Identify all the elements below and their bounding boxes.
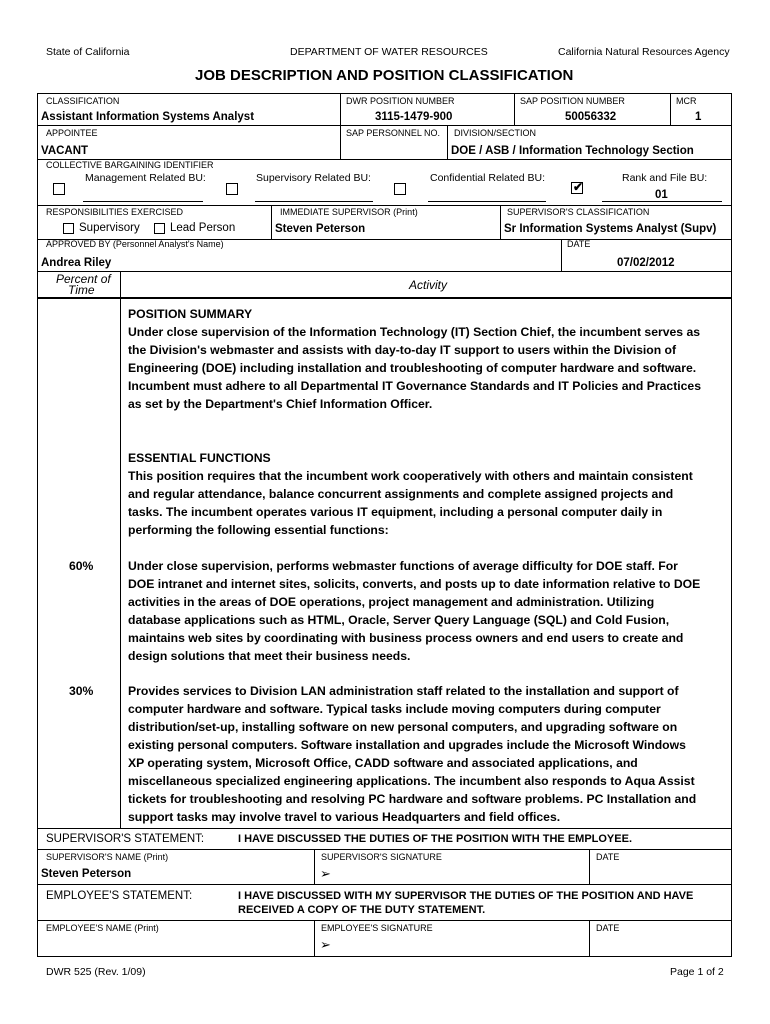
function-text [128,682,723,826]
function-line: distribution/set-up, installing software on new personal computers, and upgrading software on [128,720,678,734]
division-section-label: DIVISION/SECTION [454,128,537,138]
supervisor-date-label: DATE [596,852,620,862]
header-state: State of California [46,46,130,58]
appointee-label: APPOINTEE [46,128,98,138]
approved-date-value[interactable]: 07/02/2012 [617,257,675,269]
function-line: DOE intranet and internet sites, solicits, converts, and posts up to date information relative to DOE [128,577,701,591]
header-agency: California Natural Resources Agency [558,46,730,58]
supervisor-name-label: SUPERVISOR'S NAME (Print) [46,852,169,862]
position-summary-line: Incumbent must adhere to all Departmental IT Governance Standards and IT Policies and Practices [128,379,701,393]
essential-functions-text [128,467,723,539]
sap-personnel-no-label: SAP PERSONNEL NO. [346,128,441,138]
date-label: DATE [567,239,591,249]
lead-person-checkbox[interactable] [154,223,165,234]
supervisor-classification-label: SUPERVISOR'S CLASSIFICATION [507,207,650,217]
position-summary-line: Engineering (DOE) including installation and troubleshooting of computer hardware and software. [128,361,697,375]
approved-by-value[interactable]: Andrea Riley [41,257,112,269]
management-bu-label: Management Related BU: [85,172,206,184]
essential-functions-line: tasks. The incumbent operates various IT equipment, including a personal computer daily in [128,505,663,519]
position-summary-line: Under close supervision of the Information Technology (IT) Section Chief, the incumbent serves as [128,325,701,339]
function-line: support tasks may involve travel to various Headquarters and field offices. [128,810,561,824]
rank-file-bu-label: Rank and File BU: [622,172,708,184]
function-line: database applications such as HTML, Oracle, Server Query Language (SQL) and Cold Fusion, [128,613,670,627]
function-line: design solutions that meet their business needs. [128,649,411,663]
check-icon: ✔ [573,180,584,194]
function-percent: 60% [69,559,94,573]
rank-file-bu-value[interactable]: 01 [655,189,668,201]
sap-position-number[interactable]: 50056332 [565,111,617,123]
employee-signature-arrow-icon[interactable]: ➢ [320,937,331,952]
position-summary-line: as set by the Department's Chief Information Officer. [128,397,433,411]
position-summary-text [128,323,723,413]
classification-label: CLASSIFICATION [46,96,120,106]
dwr-position-number[interactable]: 3115-1479-900 [375,111,453,123]
function-line: maintains web sites by coordinating with business process owners and end users to create and [128,631,684,645]
page-title: JOB DESCRIPTION AND POSITION CLASSIFICATION [195,67,574,84]
immediate-supervisor-value[interactable]: Steven Peterson [275,223,366,235]
cbi-label: COLLECTIVE BARGAINING IDENTIFIER [46,160,214,170]
classification-value[interactable]: Assistant Information Systems Analyst [41,111,255,123]
confidential-bu-label: Confidential Related BU: [430,172,545,184]
supervisory-option-label: Supervisory [79,222,140,234]
employee-statement-text-2: RECEIVED A COPY OF THE DUTY STATEMENT. [238,904,486,916]
sap-position-number-label: SAP POSITION NUMBER [520,96,625,106]
function-percent: 30% [69,684,94,698]
position-summary-line: the Division's webmaster and assists with day-to-day IT support to users within the Division of [128,343,677,357]
activity-label: Activity [409,278,448,292]
supervisor-statement-label: SUPERVISOR'S STATEMENT: [46,833,205,845]
form-id: DWR 525 (Rev. 1/09) [46,966,146,978]
appointee-value[interactable]: VACANT [41,145,89,157]
supervisor-statement-text: I HAVE DISCUSSED THE DUTIES OF THE POSITION WITH THE EMPLOYEE. [238,833,632,845]
supervisor-signature-arrow-icon[interactable]: ➢ [320,866,331,881]
function-line: activities in the areas of DOE operations, project management and administration. Utilizing [128,595,655,609]
function-line: miscellaneous specialized engineering applications. The incumbent also responds to Aqua Assist [128,774,695,788]
essential-functions-heading: ESSENTIAL FUNCTIONS [128,451,271,465]
essential-functions-line: and regular attendance, balance concurrent assignments and complete assigned projects and [128,487,674,501]
function-line: computer hardware and software. Typical tasks include moving computers during computer [128,702,661,716]
employee-date-label: DATE [596,923,620,933]
function-line: XP operating system, Microsoft Office, CADD software and associated applications, and [128,756,638,770]
position-summary-heading: POSITION SUMMARY [128,307,253,321]
lead-person-option-label: Lead Person [170,222,236,234]
mcr-label: MCR [676,96,697,106]
employee-signature-label: EMPLOYEE'S SIGNATURE [321,923,433,933]
supervisor-classification-value[interactable]: Sr Information Systems Analyst (Supv) [504,223,717,235]
supervisory-checkbox[interactable] [63,223,74,234]
essential-functions-line: performing the following essential functions: [128,523,389,537]
management-bu-checkbox[interactable] [53,183,65,195]
supervisor-signature-label: SUPERVISOR'S SIGNATURE [321,852,442,862]
supervisory-bu-label: Supervisory Related BU: [256,172,371,184]
essential-functions-line: This position requires that the incumbent work cooperatively with others and maintain consistent [128,469,693,483]
confidential-bu-checkbox[interactable] [394,183,406,195]
supervisory-bu-checkbox[interactable] [226,183,238,195]
percent-of-time-label-1: Percent of [56,272,111,286]
employee-statement-text-1: I HAVE DISCUSSED WITH MY SUPERVISOR THE DUTIES OF THE POSITION AND HAVE [238,890,694,902]
function-line: existing personal computers. Software installation and upgrades include the Microsoft Windows [128,738,686,752]
responsibilities-label: RESPONSIBILITIES EXERCISED [46,207,184,217]
function-line: Provides services to Division LAN administration staff related to the installation and support of [128,684,679,698]
approved-by-label: APPROVED BY (Personnel Analyst's Name) [46,239,224,249]
function-text [128,557,723,665]
supervisor-name-value[interactable]: Steven Peterson [41,868,132,880]
division-section-value[interactable]: DOE / ASB / Information Technology Section [451,145,694,157]
function-line: Under close supervision, performs webmaster functions of average difficulty for DOE staff. For [128,559,678,573]
page-number: Page 1 of 2 [670,966,724,978]
mcr-value[interactable]: 1 [695,111,702,123]
percent-of-time-label-2: Time [68,283,95,297]
immediate-supervisor-label: IMMEDIATE SUPERVISOR (Print) [280,207,418,217]
dwr-position-number-label: DWR POSITION NUMBER [346,96,455,106]
function-line: tickets for troubleshooting and resolving PC hardware and software problems. PC Installation and [128,792,697,806]
employee-name-label: EMPLOYEE'S NAME (Print) [46,923,159,933]
employee-statement-label: EMPLOYEE'S STATEMENT: [46,890,193,902]
header-department: DEPARTMENT OF WATER RESOURCES [290,46,488,58]
